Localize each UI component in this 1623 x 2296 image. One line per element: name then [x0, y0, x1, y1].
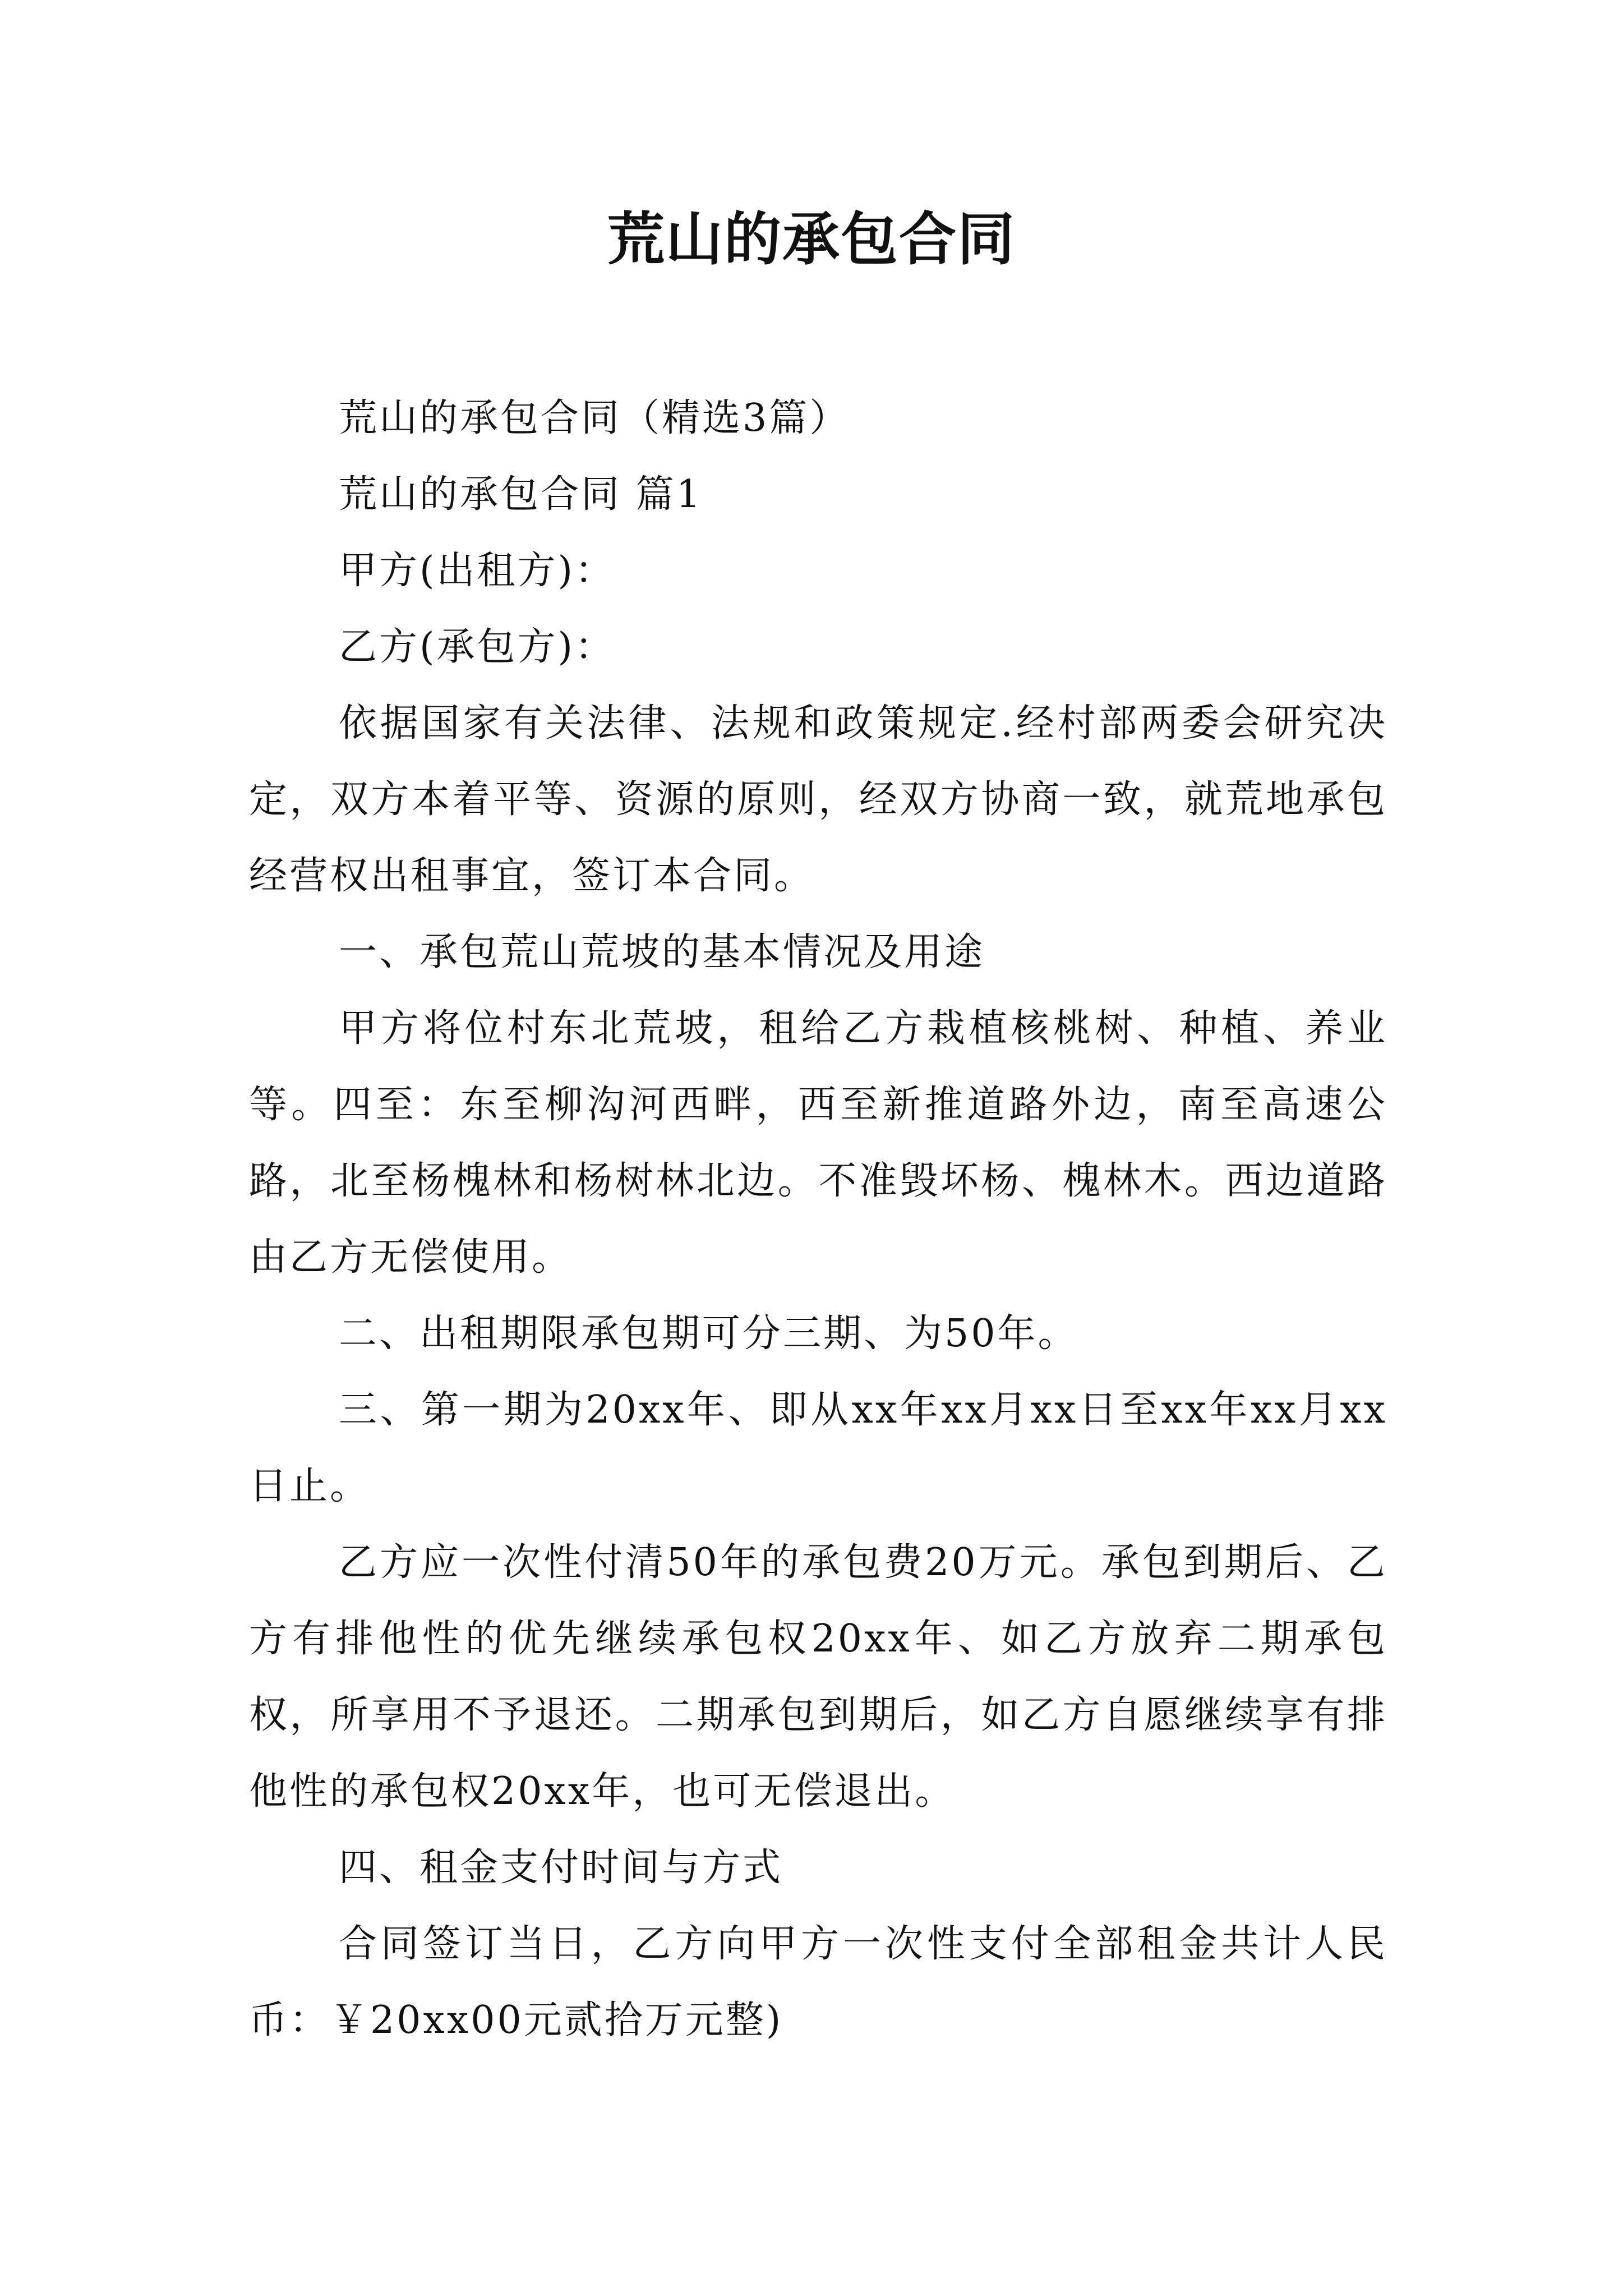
paragraph-clause-4-body: 合同签订当日，乙方向甲方一次性支付全部租金共计人民币：￥20xx00元贰拾万元整): [249, 1922, 1387, 2042]
paragraph-clause-4-heading: 四、租金支付时间与方式: [339, 1846, 783, 1890]
paragraph-party-b: 乙方(承包方)：: [339, 625, 616, 669]
paragraph-section-heading: 荒山的承包合同 篇1: [339, 472, 703, 517]
paragraph-party-a: 甲方(出租方)：: [339, 549, 616, 593]
paragraph-subtitle: 荒山的承包合同（精选3篇）: [339, 396, 850, 440]
paragraph-clause-2: 二、出租期限承包期可分三期、为50年。: [339, 1312, 1078, 1356]
document-body: [249, 380, 1387, 2059]
paragraph-payment-terms: 乙方应一次性付清50年的承包费20万元。承包到期后、乙方有排他性的优先继续承包权20xx年、如乙方放弃二期承包权，所享用不予退还。二期承包到期后，如乙方自愿继续享有排他性的承包权20xx年，也可无偿退出。: [249, 1540, 1387, 1814]
document-title: 荒山的承包合同: [607, 206, 1016, 273]
paragraph-clause-3: 三、第一期为20xx年、即从xx年xx月xx日至xx年xx月xx日止。: [249, 1388, 1387, 1508]
paragraph-preamble: 依据国家有关法律、法规和政策规定.经村部两委会研究决定，双方本着平等、资源的原则，经双方协商一致，就荒地承包经营权出租事宜，签订本合同。: [249, 701, 1387, 898]
paragraph-clause-1-heading: 一、承包荒山荒坡的基本情况及用途: [339, 930, 985, 974]
paragraph-clause-1-body: 甲方将位村东北荒坡，租给乙方栽植核桃树、种植、养业等。四至：东至柳沟河西畔，西至新推道路外边，南至高速公路，北至杨槐林和杨树林北边。不准毁坏杨、槐林木。西边道路由乙方无偿使用。: [249, 1006, 1387, 1280]
